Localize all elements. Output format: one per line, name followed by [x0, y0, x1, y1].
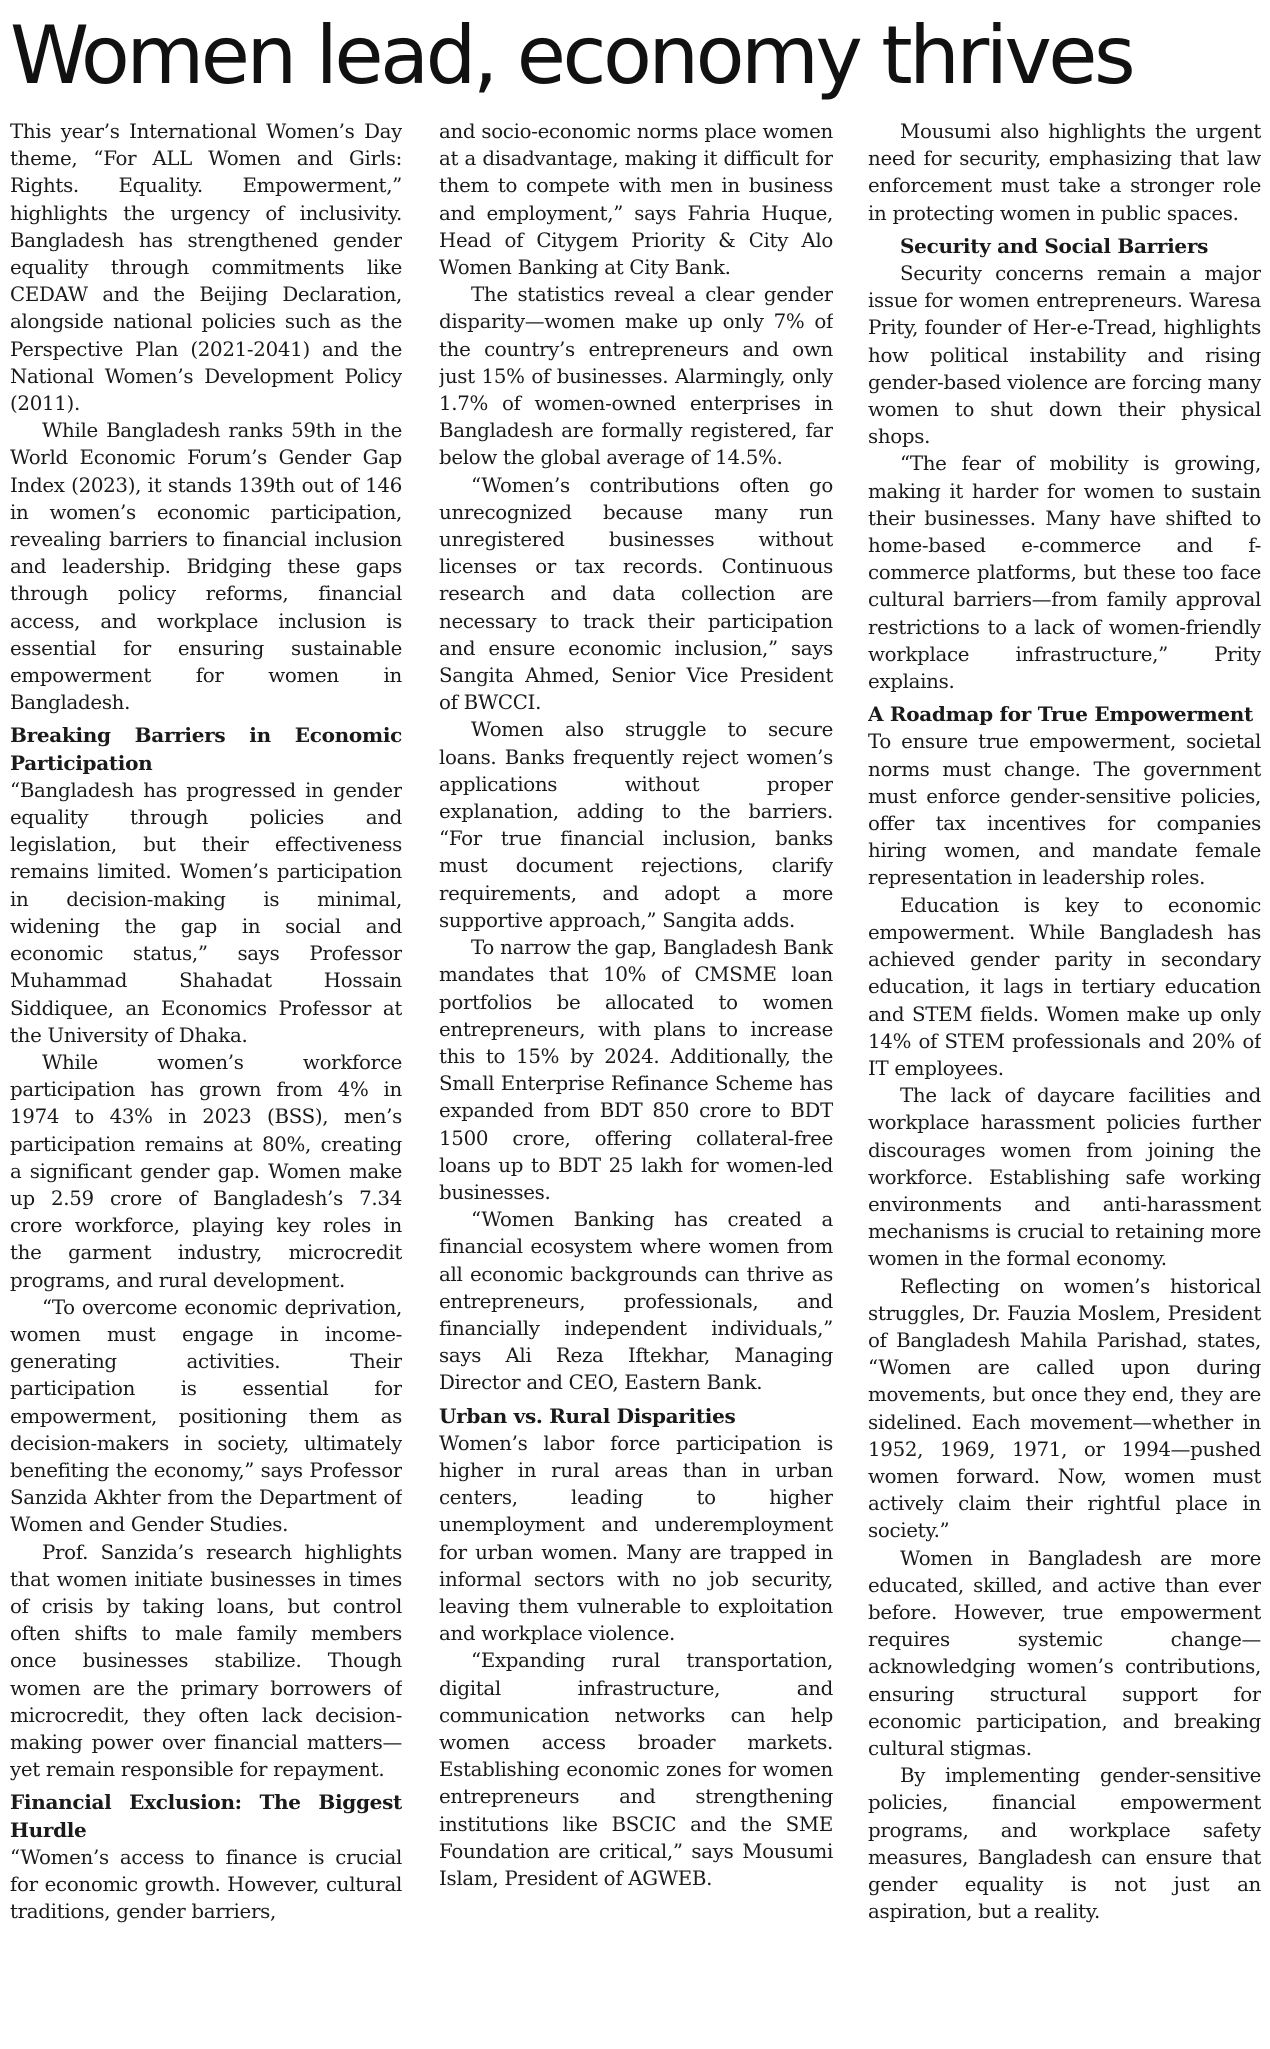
- paragraph: Security concerns remain a major issue for women entrepreneurs. Waresa Prity, founder of Her-e-Tread, highlights how political instability and rising gender-based violence are forcing many women to shut down their physical shops.: [868, 262, 1261, 449]
- paragraph: Women in Bangladesh are more educated, skilled, and active than ever before. However, true empowerment requires systemic change—acknowledging women’s contributions, ensuring structural support for economic participation, and breaking cultural stigmas.: [868, 1546, 1261, 1760]
- section-heading: Financial Exclusion: The Biggest Hurdle: [10, 1790, 402, 1842]
- article-column-3: [868, 118, 1261, 2044]
- paragraph: While women’s workforce participation has grown from 4% in 1974 to 43% in 2023 (BSS), men’s participation remains at 80%, creating a significant gender gap. Women make up 2.59 crore of Bangladesh’s 7.34 crore workforce, playing key roles in the garment industry, microcredit programs, and rural development.: [10, 1050, 402, 1292]
- paragraph: Women also struggle to secure loans. Banks frequently reject women’s applications without proper explanation, adding to the barriers. “For true financial inclusion, banks must document rejections, clarify requirements, and adopt a more supportive approach,” Sangita adds.: [439, 718, 833, 932]
- paragraph: This year’s International Women’s Day theme, “For ALL Women and Girls: Rights. Equality. Empowerment,” highlights the urgency of inclusivity. Bangladesh has strengthened gender equality through commitments like CEDAW and the Beijing Declaration, alongside national policies such as the Perspective Plan (2021-2041) and the National Women’s Development Policy (2011).: [10, 120, 402, 416]
- paragraph: “Women’s contributions often go unrecognized because many run unregistered businesses without licenses or tax records. Continuous research and data collection are necessary to track their participation and ensure economic inclusion,” says Sangita Ahmed, Senior Vice President of BWCCI.: [439, 473, 833, 715]
- paragraph: Prof. Sanzida’s research highlights that women initiate businesses in times of crisis by taking loans, but control often shifts to male family members once businesses stabilize. Though women are the primary borrowers of microcredit, they often lack decision-making power over financial matters—yet remain responsible for repayment.: [10, 1540, 402, 1782]
- section-heading: A Roadmap for True Empowerment: [868, 702, 1253, 727]
- paragraph: Education is key to economic empowerment. While Bangladesh has achieved gender parity in secondary education, it lags in tertiary education and STEM fields. Women make up only 14% of STEM professionals and 20% of IT employees.: [868, 893, 1261, 1080]
- paragraph: “Expanding rural transportation, digital infrastructure, and communication networks can help women access broader markets. Establishing economic zones for women entrepreneurs and strengthening institutions like BSCIC and the SME Foundation are critical,” says Mousumi Islam, President of AGWEB.: [439, 1649, 833, 1890]
- paragraph: The lack of daycare facilities and workplace harassment policies further discourages women from joining the workforce. Establishing safe working environments and anti-harassment mechanisms is crucial to retaining more women in the formal economy.: [868, 1084, 1261, 1271]
- section-heading: Security and Social Barriers: [900, 233, 1209, 258]
- section-heading: Urban vs. Rural Disparities: [439, 1403, 736, 1428]
- article-column-1: [10, 118, 402, 2044]
- paragraph: Reflecting on women’s historical struggles, Dr. Fauzia Moslem, President of Bangladesh Mahila Parishad, states, “Women are called upon during movements, but once they end, they are sidelined. Each movement—whether in 1952, 1969, 1971, or 1994—pushed women forward. Now, women must actively claim their rightful place in society.”: [868, 1274, 1261, 1543]
- paragraph: “Women’s access to finance is crucial for economic growth. However, cultural traditions, gender barriers,: [10, 1845, 402, 1924]
- paragraph: While Bangladesh ranks 59th in the World Economic Forum’s Gender Gap Index (2023), it stands 139th out of 146 in women’s economic participation, revealing barriers to financial inclusion and leadership. Bridging these gaps through policy reforms, financial access, and workplace inclusion is essential for ensuring sustainable empowerment for women in Bangladesh.: [10, 419, 402, 715]
- paragraph: “Women Banking has created a financial ecosystem where women from all economic backgrounds can thrive as entrepreneurs, professionals, and financially independent individuals,” says Ali Reza Iftekhar, Managing Director and CEO, Eastern Bank.: [439, 1208, 833, 1395]
- article-headline: Women lead, economy thrives: [10, 9, 1133, 102]
- paragraph: and socio-economic norms place women at a disadvantage, making it difficult for them to compete with men in business and employment,” says Fahria Huque, Head of Citygem Priority & City Alo Women Banking at City Bank.: [439, 120, 833, 280]
- paragraph: “To overcome economic deprivation, women must engage in income-generating activities. Their participation is essential for empowerment, positioning them as decision-makers in society, ultimately benefiting the economy,” says Professor Sanzida Akhter from the Department of Women and Gender Studies.: [10, 1295, 402, 1537]
- paragraph: “Bangladesh has progressed in gender equality through policies and legislation, but their effectiveness remains limited. Women’s participation in decision-making is minimal, widening the gap in social and economic status,” says Professor Muhammad Shahadat Hossain Siddiquee, an Economics Professor at the University of Dhaka.: [10, 778, 402, 1047]
- paragraph: Mousumi also highlights the urgent need for security, emphasizing that law enforcement must take a stronger role in protecting women in public spaces.: [868, 120, 1261, 225]
- paragraph: The statistics reveal a clear gender disparity—women make up only 7% of the country’s entrepreneurs and own just 15% of businesses. Alarmingly, only 1.7% of women-owned enterprises in Bangladesh are formally registered, far below the global average of 14.5%.: [439, 283, 833, 470]
- section-heading: Breaking Barriers in Economic Participation: [10, 723, 402, 775]
- article-column-2: [439, 118, 833, 2044]
- paragraph: “The fear of mobility is growing, making it harder for women to sustain their businesses. Many have shifted to home-based e-commerce and f-commerce platforms, but these too face cultural barriers—from family approval restrictions to a lack of women-friendly workplace infrastructure,” Prity explains.: [868, 452, 1261, 694]
- paragraph: To ensure true empowerment, societal norms must change. The government must enforce gender-sensitive policies, offer tax incentives for companies hiring women, and mandate female representation in leadership roles.: [868, 730, 1261, 890]
- paragraph: To narrow the gap, Bangladesh Bank mandates that 10% of CMSME loan portfolios be allocated to women entrepreneurs, with plans to increase this to 15% by 2024. Additionally, the Small Enterprise Refinance Scheme has expanded from BDT 850 crore to BDT 1500 crore, offering collateral-free loans up to BDT 25 lakh for women-led businesses.: [439, 936, 833, 1204]
- paragraph: By implementing gender-sensitive policies, financial empowerment programs, and workplace safety measures, Bangladesh can ensure that gender equality is not just an aspiration, but a reality.: [868, 1764, 1261, 1924]
- paragraph: Women’s labor force participation is higher in rural areas than in urban centers, leading to higher unemployment and underemployment for urban women. Many are trapped in informal sectors with no job security, leaving them vulnerable to exploitation and workplace violence.: [439, 1431, 833, 1646]
